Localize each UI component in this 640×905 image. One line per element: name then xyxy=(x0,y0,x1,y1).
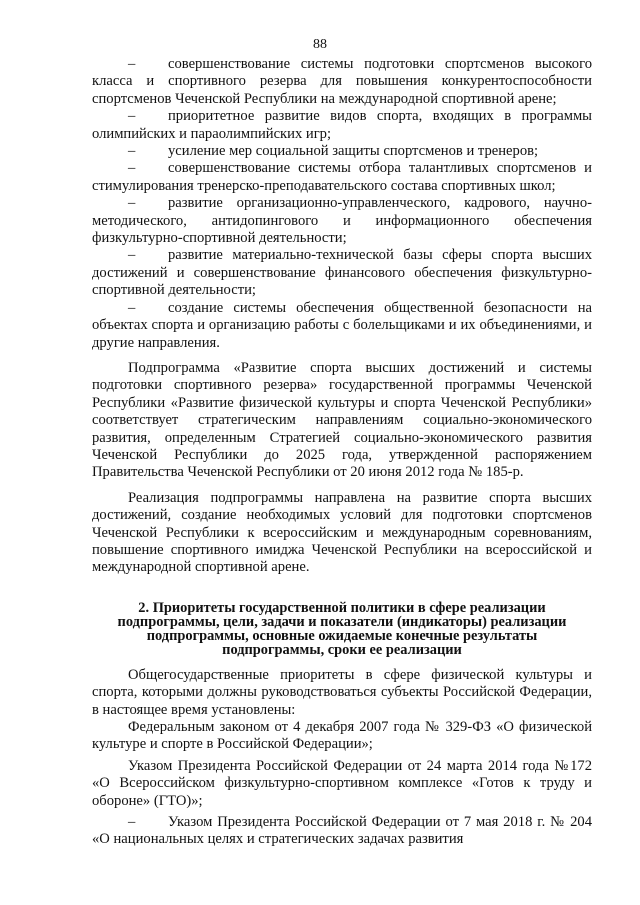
list-item xyxy=(92,814,592,849)
section-heading-line: подпрограммы, цели, задачи и показатели (индикаторы) реализации xyxy=(117,613,567,630)
list-dash: – xyxy=(128,160,136,177)
list-dash: – xyxy=(128,143,136,160)
page-number: 88 xyxy=(313,37,327,52)
list-dash: – xyxy=(128,108,136,125)
list-dash: – xyxy=(128,814,136,831)
section-heading-line: подпрограммы, основные ожидаемые конечные результаты xyxy=(146,627,538,644)
paragraph-implementation: Реализация подпрограммы направлена на развитие спорта высших достижений, создание необходимых условий для подготовки спортсменов Чеченской Республики к всероссийским и международным соревнованиям, повышение спортивного имиджа Чеченской Республики на всероссийской и международной спортивной арене. xyxy=(92,489,592,576)
paragraph-decree-2018: Указом Президента Российской Федерации от 7 мая 2018 г. № 204 «О национальных целях и стратегических задачах развития xyxy=(92,814,592,848)
list-item-text: совершенствование системы подготовки спортсменов высокого класса и спортивного резерва для повышения конкурентоспособности спортсменов Чеченской Республики на международной спортивной арене; xyxy=(92,56,592,107)
list-item xyxy=(92,195,592,247)
list-dash: – xyxy=(128,195,136,212)
list-item-text: усиление мер социальной защиты спортсменов и тренеров; xyxy=(168,143,539,160)
list-item xyxy=(92,160,592,195)
paragraph-decree-2014: Указом Президента Российской Федерации от 24 марта 2014 года №172 «О Всероссийском физкультурно-спортивном комплексе «Готов к труду и обороне» (ГТО)»; xyxy=(92,757,592,809)
list-item xyxy=(92,56,592,108)
list-item xyxy=(92,108,592,143)
section-heading-line: 2. Приоритеты государственной политики в сфере реализации xyxy=(138,599,546,616)
list-item-text: совершенствование системы отбора талантливых спортсменов и стимулирования тренерско-преподавательского состава спортивных школ; xyxy=(92,160,592,194)
list-item-text: развитие материально-технической базы сферы спорта высших достижений и совершенствование финансового обеспечения физкультурно-спортивной деятельности; xyxy=(92,247,592,299)
list-item xyxy=(92,247,592,299)
paragraph-subprogram: Подпрограмма «Развитие спорта высших достижений и системы подготовки спортивного резерва» государственной программы Чеченской Республики «Развитие физической культуры и спорта Чеченской Республики» соответствует стратегическим направлениям социально-экономического развития, определенным Стратегией социально-экономического развития Чеченской Республики до 2025 года, утвержденной распоряжением Правительства Чеченской Республики от 20 июня 2012 года № 185-р. xyxy=(92,359,592,481)
list-item xyxy=(92,300,592,352)
paragraph-federal-law: Федеральным законом от 4 декабря 2007 года № 329-ФЗ «О физической культуре и спорте в Российской Федерации»; xyxy=(92,719,592,753)
list-dash: – xyxy=(128,299,136,316)
list-dash: – xyxy=(128,56,136,72)
list-item-text: создание системы обеспечения общественной безопасности на объектах спорта и организацию работы с болельщиками и их объединениями, и другие направления. xyxy=(92,299,592,351)
document-body xyxy=(92,56,592,849)
list-item-text: развитие организационно-управленческого, кадрового, научно-методического, антидопингового и информационного обеспечения физкультурно-спортивной деятельности; xyxy=(92,195,592,247)
list-item-text: приоритетное развитие видов спорта, входящих в программы олимпийских и параолимпийских игр; xyxy=(92,108,592,142)
list-dash: – xyxy=(128,247,136,264)
paragraph-priorities: Общегосударственные приоритеты в сфере физической культуры и спорта, которыми должны руководствоваться субъекты Российской Федерации, в настоящее время установлены: xyxy=(92,666,592,718)
list-item xyxy=(92,143,592,160)
section-heading xyxy=(92,601,592,657)
section-heading-line: подпрограммы, сроки ее реализации xyxy=(222,641,462,658)
